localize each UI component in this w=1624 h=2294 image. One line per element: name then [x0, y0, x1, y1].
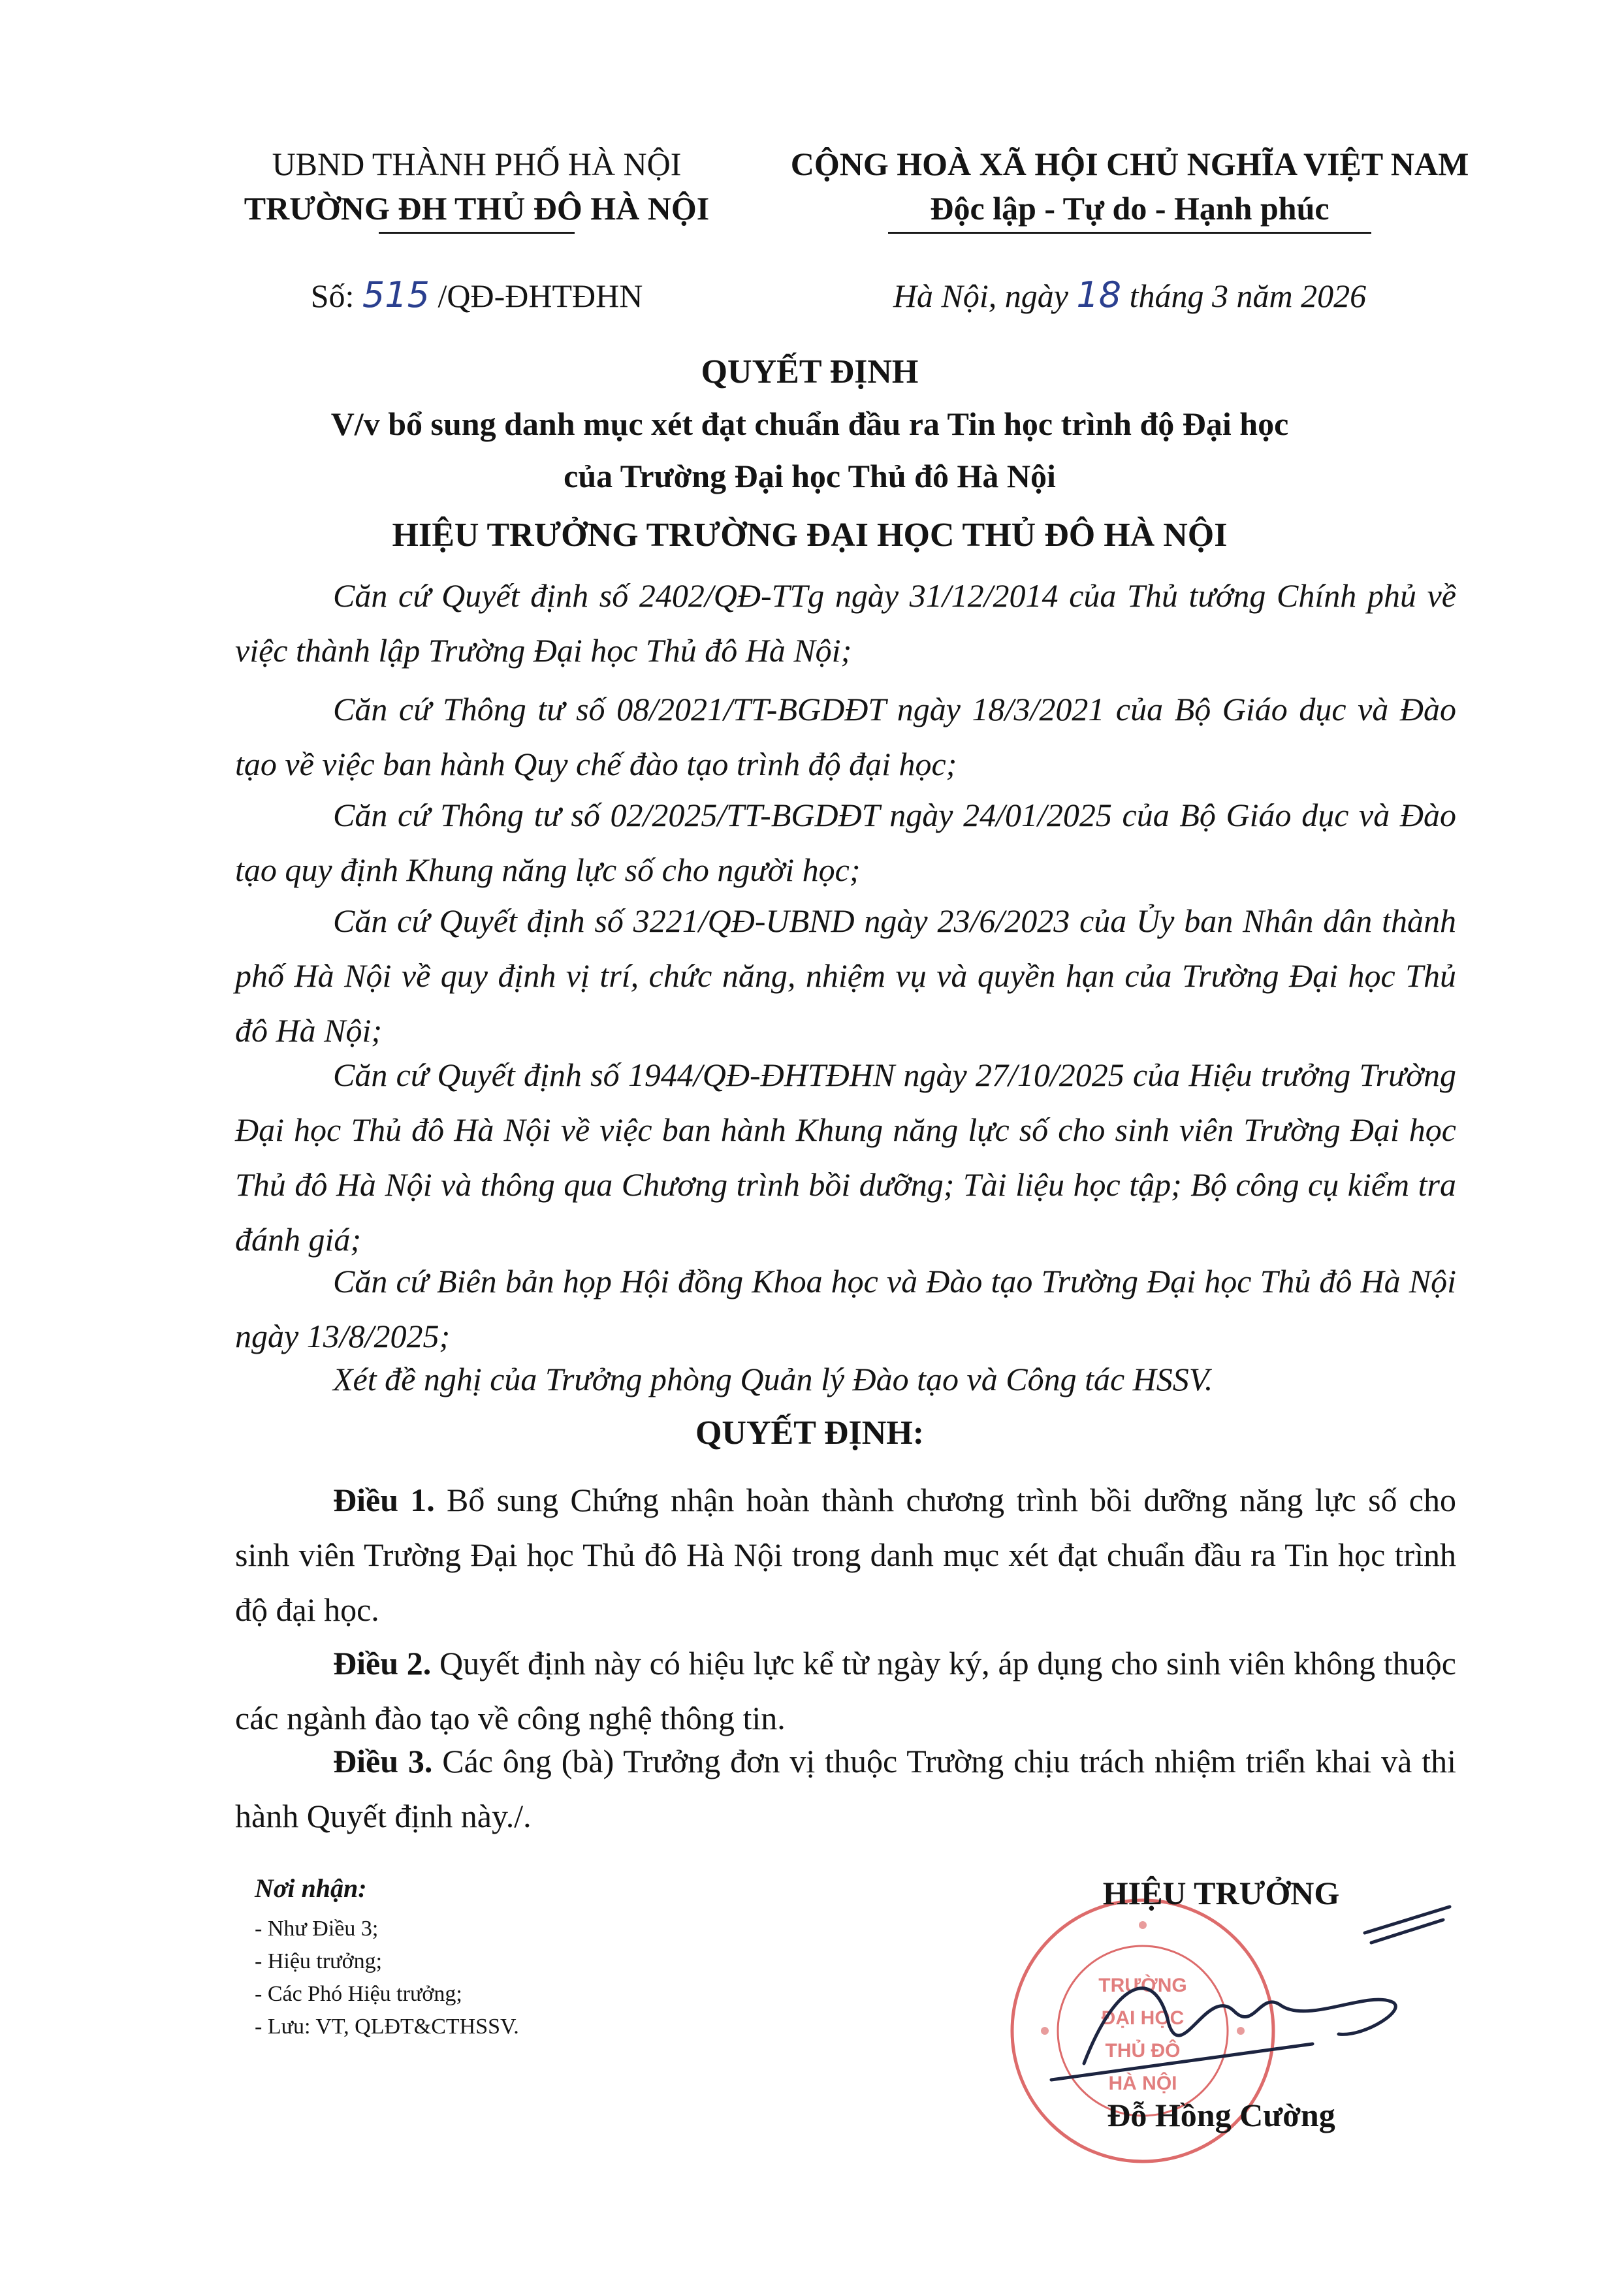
legal-basis-6: Căn cứ Biên bản họp Hội đồng Khoa học và Đào tạo Trường Đại học Thủ đô Hà Nội ngày 13/8/2025;: [235, 1263, 1456, 1354]
subject-line-2: của Trường Đại học Thủ đô Hà Nội: [564, 458, 1056, 494]
article-2-text: Quyết định này có hiệu lực kể từ ngày ký, áp dụng cho sinh viên không thuộc các ngành đào tạo về công nghệ thông tin.: [235, 1645, 1457, 1736]
article-2: [235, 1636, 1456, 1745]
handwritten-signature: [999, 1894, 1456, 2090]
article-1: [235, 1473, 1456, 1637]
document-number: [215, 274, 738, 315]
svg-text:TRƯỜNG: TRƯỜNG: [1098, 1975, 1187, 1996]
legal-basis-3: Căn cứ Thông tư số 02/2025/TT-BGDĐT ngày 24/01/2025 của Bộ Giáo dục và Đào tạo quy định Khung năng lực số cho người học;: [235, 797, 1456, 888]
number-prefix: Số:: [310, 278, 362, 314]
article-3: [235, 1734, 1456, 1843]
date-suffix: tháng 3 năm 2026: [1121, 278, 1367, 314]
article-1-label: Điều 1.: [333, 1482, 435, 1518]
subject-line-1: V/v bổ sung danh mục xét đạt chuẩn đầu ra Tin học trình độ Đại học: [330, 406, 1289, 442]
article-2-label: Điều 2.: [333, 1645, 432, 1681]
handwritten-number: 515: [362, 274, 430, 315]
legal-basis-4: Căn cứ Quyết định số 3221/QĐ-UBND ngày 23/6/2023 của Ủy ban Nhân dân thành phố Hà Nội về quy định vị trí, chức năng, nhiệm vụ và quyền hạn của Trường Đại học Thủ đô Hà Nội;: [235, 902, 1456, 1049]
number-suffix: /QĐ-ĐHTĐHN: [429, 278, 643, 314]
legal-basis-2: Căn cứ Thông tư số 08/2021/TT-BGDĐT ngày 18/3/2021 của Bộ Giáo dục và Đào tạo về việc ban hành Quy chế đào tạo trình độ đại học;: [235, 691, 1456, 782]
recipient-item: - Hiệu trưởng;: [255, 1949, 383, 1973]
signer-title: HIỆU TRƯỞNG: [1102, 1875, 1340, 1911]
signer-name: Đỗ Hồng Cường: [1107, 2097, 1335, 2133]
recipients-title: Nơi nhận:: [255, 1873, 367, 1903]
legal-basis-1: Căn cứ Quyết định số 2402/QĐ-TTg ngày 31/12/2014 của Thủ tướng Chính phủ về việc thành lập Trường Đại học Thủ đô Hà Nội;: [235, 577, 1456, 669]
date-prefix: Hà Nội, ngày: [893, 278, 1077, 314]
motto-underline: [888, 232, 1371, 234]
parent-organization: UBND THÀNH PHỐ HÀ NỘI: [272, 146, 682, 182]
organization-name: TRƯỜNG ĐH THỦ ĐÔ HÀ NỘI: [244, 190, 710, 227]
handwritten-day: 18: [1076, 274, 1122, 315]
legal-basis-5: Căn cứ Quyết định số 1944/QĐ-ĐHTĐHN ngày 27/10/2025 của Hiệu trưởng Trường Đại học Thủ đô Hà Nội về việc ban hành Khung năng lực số cho sinh viên Trường Đại học Thủ đô Hà Nội và thông qua Chương trình bồi dưỡng; Tài liệu học tập; Bộ công cụ kiểm tra đánh giá;: [235, 1057, 1456, 1258]
recipient-item: - Lưu: VT, QLĐT&CTHSSV.: [255, 2015, 519, 2039]
recipient-item: - Các Phó Hiệu trưởng;: [255, 1982, 462, 2006]
svg-text:HÀ NỘI: HÀ NỘI: [1108, 2073, 1177, 2094]
nation-heading: CỘNG HOÀ XÃ HỘI CHỦ NGHĨA VIỆT NAM: [790, 146, 1469, 182]
article-1-text: Bổ sung Chứng nhận hoàn thành chương trình bồi dưỡng năng lực số cho sinh viên Trường Đại học Thủ đô Hà Nội trong danh mục xét đạt chuẩn đầu ra Tin học trình độ đại học.: [235, 1482, 1456, 1628]
article-3-label: Điều 3.: [333, 1743, 433, 1779]
motto: Độc lập - Tự do - Hạnh phúc: [930, 190, 1329, 227]
document-title: QUYẾT ĐỊNH: [701, 353, 919, 390]
decision-heading: QUYẾT ĐỊNH:: [695, 1414, 925, 1452]
issuing-authority: HIỆU TRƯỞNG TRƯỜNG ĐẠI HỌC THỦ ĐÔ HÀ NỘI: [392, 517, 1228, 554]
legal-basis-7: Xét đề nghị của Trưởng phòng Quản lý Đào tạo và Công tác HSSV.: [333, 1361, 1213, 1397]
recipient-item: - Như Điều 3;: [255, 1917, 379, 1941]
place-and-date: [771, 274, 1489, 315]
article-3-text: Các ông (bà) Trưởng đơn vị thuộc Trường chịu trách nhiệm triển khai và thi hành Quyết định này./.: [235, 1743, 1457, 1834]
svg-text:ĐẠI HỌC: ĐẠI HỌC: [1101, 2007, 1185, 2029]
org-underline: [379, 232, 575, 234]
svg-text:THỦ ĐÔ: THỦ ĐÔ: [1105, 2040, 1181, 2062]
